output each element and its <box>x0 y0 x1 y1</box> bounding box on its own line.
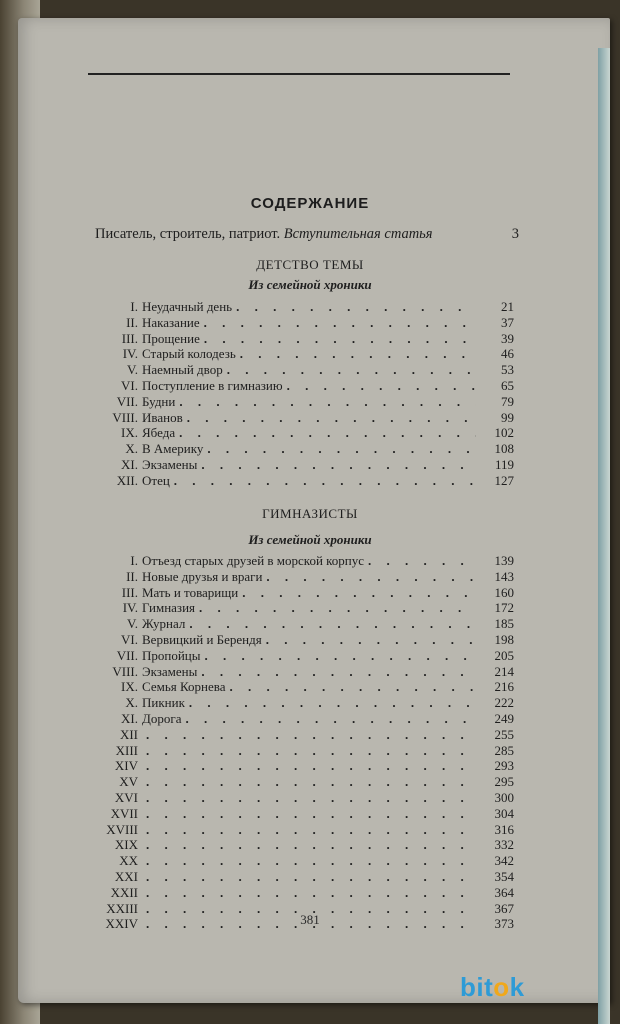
toc-entry-number: XVI <box>114 789 138 805</box>
toc-entry-leader <box>229 679 476 695</box>
toc-entry-number: VI. <box>121 631 138 647</box>
toc-entry-leader <box>242 585 476 601</box>
toc-entry-page: 316 <box>494 821 514 837</box>
toc-entry-title: Пикник <box>142 695 185 711</box>
toc-entry-page: 185 <box>494 616 514 632</box>
toc-entry <box>96 394 514 410</box>
toc-entry <box>96 553 514 569</box>
toc-entry-title: Семья Корнева <box>142 679 226 695</box>
toc-entry-title: Журнал <box>142 616 186 632</box>
toc-entry-number: VIII. <box>112 409 138 425</box>
toc-entry <box>96 457 514 473</box>
toc-entry <box>96 473 514 489</box>
toc-entry-page: 37 <box>501 314 514 330</box>
toc-entry <box>96 616 514 632</box>
toc-entry-number: III. <box>121 584 138 600</box>
intro-entry-page: 3 <box>511 226 519 242</box>
toc-entry <box>96 600 514 616</box>
toc-entry-page: 216 <box>494 679 514 695</box>
toc-entry-title: Экзамены <box>142 456 198 472</box>
toc-entry-number: XV <box>119 774 138 790</box>
toc-entry-leader <box>266 632 476 648</box>
toc-entry-number: III. <box>121 330 138 346</box>
toc-entry-page: 21 <box>501 299 514 314</box>
toc-entry-page: 139 <box>494 553 514 568</box>
toc-entry-leader <box>266 569 476 585</box>
toc-entry <box>96 346 514 362</box>
toc-entry-title: Наемный двор <box>142 362 223 378</box>
toc-entry <box>96 632 514 648</box>
watermark-part-c: k <box>509 972 525 1002</box>
intro-entry-text <box>95 226 433 243</box>
toc-entry-title: Экзамены <box>142 663 198 679</box>
toc-entry-page: 364 <box>494 884 514 900</box>
toc-entry-title: Прощение <box>142 330 200 346</box>
toc-entry-page: 285 <box>494 742 514 758</box>
toc-entry-leader <box>174 473 476 489</box>
part2-subheading: Из семейной хроники <box>248 532 372 547</box>
toc-entry-leader <box>146 869 476 885</box>
toc-entry <box>96 743 514 759</box>
toc-entry-number: XIV <box>114 758 138 774</box>
toc-entry-page: 46 <box>501 346 514 362</box>
toc-entry-leader <box>146 822 476 838</box>
toc-entry-title: В Америку <box>142 441 204 457</box>
toc-entry-leader <box>201 664 476 680</box>
toc-entry-leader <box>146 758 476 774</box>
intro-entry-plain: Писатель, строитель, патриот. <box>95 226 281 242</box>
toc-entry-number: XI. <box>121 456 138 472</box>
toc-entry-page: 354 <box>494 868 514 884</box>
toc-entry <box>96 378 514 394</box>
toc-entry <box>96 837 514 853</box>
toc-entry-number: XIII <box>115 742 138 758</box>
contents-title: СОДЕРЖАНИЕ <box>250 195 370 212</box>
toc-entry-number: II. <box>126 568 138 584</box>
toc-entry-page: 342 <box>494 853 514 869</box>
toc-entry-page: 222 <box>494 695 514 711</box>
toc-entry <box>96 869 514 885</box>
intro-entry-italic: Вступительная статья <box>283 226 433 242</box>
toc-entry-page: 53 <box>501 362 514 378</box>
toc-entry <box>96 727 514 743</box>
toc-entry-page: 249 <box>494 710 514 726</box>
toc-entry <box>96 711 514 727</box>
toc-entry <box>96 362 514 378</box>
toc-entry-number: XXIII <box>106 900 138 916</box>
toc-entry-number: IX. <box>121 679 138 695</box>
header-rule <box>88 73 510 75</box>
toc-entry-number: XII. <box>116 472 138 488</box>
toc-entry-page: 172 <box>494 600 514 616</box>
toc-entry-number: VII. <box>116 647 138 663</box>
toc-entry <box>96 885 514 901</box>
toc-entry <box>96 569 514 585</box>
toc-entry-number: XXIV <box>105 916 138 932</box>
toc-entry <box>96 441 514 457</box>
part1-chapter-list <box>96 299 514 489</box>
toc-entry <box>96 679 514 695</box>
toc-entry-page: 304 <box>494 805 514 821</box>
toc-entry-number: XVII <box>110 805 138 821</box>
toc-entry-page: 39 <box>501 330 514 346</box>
toc-entry-page: 205 <box>494 647 514 663</box>
toc-entry-leader <box>146 774 476 790</box>
toc-entry <box>96 315 514 331</box>
toc-entry-title: Вервицкий и Берендя <box>142 631 262 647</box>
part1-subheading: Из семейной хроники <box>248 277 372 292</box>
toc-entry <box>96 299 514 315</box>
toc-entry-number: V. <box>127 362 138 378</box>
toc-entry-title: Отец <box>142 472 170 488</box>
toc-entry-leader <box>146 790 476 806</box>
part2-chapter-list <box>96 553 514 932</box>
toc-entry <box>96 331 514 347</box>
toc-entry-title: Новые друзья и враги <box>142 568 263 584</box>
toc-entry <box>96 695 514 711</box>
toc-entry-number: XX <box>119 853 138 869</box>
toc-entry-page: 295 <box>494 774 514 790</box>
toc-entry-number: XXII <box>110 884 138 900</box>
toc-entry-number: VIII. <box>112 663 138 679</box>
toc-entry-leader <box>146 806 476 822</box>
toc-entry <box>96 425 514 441</box>
intro-entry <box>95 226 519 243</box>
toc-entry-page: 99 <box>501 409 514 425</box>
toc-entry-number: I. <box>130 553 138 568</box>
toc-entry-number: IV. <box>122 346 138 362</box>
toc-entry-title: Старый колодезь <box>142 346 236 362</box>
toc-entry-leader <box>227 362 476 378</box>
toc-entry-title: Неудачный день <box>142 299 233 314</box>
toc-entry-page: 255 <box>494 726 514 742</box>
toc-entry <box>96 790 514 806</box>
toc-entry-leader <box>204 331 476 347</box>
toc-entry-leader <box>236 299 476 315</box>
toc-entry <box>96 822 514 838</box>
toc-entry-number: IV. <box>122 600 138 616</box>
toc-entry-title: Иванов <box>142 409 183 425</box>
toc-entry <box>96 585 514 601</box>
watermark-part-b: o <box>493 972 510 1002</box>
toc-entry-number: XIX <box>114 837 138 853</box>
toc-entry <box>96 648 514 664</box>
toc-entry-leader <box>205 648 477 664</box>
toc-entry-number: XVIII <box>106 821 138 837</box>
toc-entry-leader <box>240 346 476 362</box>
toc-entry-number: X. <box>125 695 138 711</box>
toc-entry-leader <box>146 853 476 869</box>
toc-entry-number: VI. <box>121 377 138 393</box>
toc-entry-title: Ябеда <box>142 425 176 441</box>
toc-entry-leader <box>146 837 476 853</box>
toc-entry-title: Поступление в гимназию <box>142 377 283 393</box>
toc-entry-page: 119 <box>494 456 514 472</box>
toc-entry-leader <box>204 315 476 331</box>
part1-heading: ДЕТСТВО ТЕМЫ <box>256 257 364 272</box>
toc-entry-leader <box>146 885 476 901</box>
toc-entry-number: XI. <box>121 710 138 726</box>
toc-entry-number: VII. <box>116 393 138 409</box>
toc-entry <box>96 410 514 426</box>
toc-entry <box>96 664 514 680</box>
toc-entry-page: 108 <box>494 441 514 457</box>
toc-entry-title: Гимназия <box>142 600 196 616</box>
toc-entry-page: 332 <box>494 837 514 853</box>
toc-entry-leader <box>189 616 476 632</box>
toc-entry-page: 198 <box>494 631 514 647</box>
toc-entry-page: 214 <box>494 663 514 679</box>
toc-entry-leader <box>368 553 476 569</box>
toc-entry-leader <box>201 457 476 473</box>
toc-entry-page: 79 <box>501 393 514 409</box>
toc-entry <box>96 774 514 790</box>
toc-entry-leader <box>146 743 476 759</box>
toc-entry-number: XXI <box>114 868 138 884</box>
toc-entry-title: Пропойцы <box>142 647 201 663</box>
toc-entry-page: 160 <box>494 584 514 600</box>
watermark-part-a: bit <box>460 972 494 1002</box>
toc-entry-page: 143 <box>494 568 514 584</box>
toc-entry-number: X. <box>125 441 138 457</box>
watermark-logo <box>460 972 525 1003</box>
toc-entry-leader <box>187 410 476 426</box>
toc-entry-title: Отъезд старых друзей в морской корпус <box>142 553 365 568</box>
toc-entry-leader <box>179 394 476 410</box>
toc-entry-title: Наказание <box>142 314 200 330</box>
part2-heading: ГИМНАЗИСТЫ <box>262 506 358 521</box>
toc-entry <box>96 853 514 869</box>
toc-entry-page: 300 <box>494 789 514 805</box>
toc-entry-page: 373 <box>494 916 514 932</box>
toc-entry-leader <box>185 711 476 727</box>
toc-entry-leader <box>189 695 476 711</box>
toc-entry-number: I. <box>130 299 138 314</box>
toc-entry-page: 127 <box>494 472 514 488</box>
toc-entry-title: Будни <box>142 393 176 409</box>
toc-entry-page: 367 <box>494 900 514 916</box>
toc-entry-leader <box>287 378 476 394</box>
toc-entry-number: II. <box>126 314 138 330</box>
toc-entry <box>96 806 514 822</box>
toc-entry-page: 293 <box>494 758 514 774</box>
toc-entry-leader <box>179 425 476 441</box>
toc-entry-number: V. <box>127 616 138 632</box>
toc-entry-leader <box>199 600 476 616</box>
toc-entry-page: 102 <box>494 425 514 441</box>
toc-entry-number: IX. <box>121 425 138 441</box>
toc-entry-page: 65 <box>501 377 514 393</box>
page-number: 381 <box>300 912 320 927</box>
toc-entry-leader <box>207 441 476 457</box>
toc-entry-title: Дорога <box>142 710 182 726</box>
toc-entry-number: XII <box>119 726 138 742</box>
toc-entry <box>96 758 514 774</box>
toc-entry-title: Мать и товарищи <box>142 584 239 600</box>
toc-entry-leader <box>146 727 476 743</box>
